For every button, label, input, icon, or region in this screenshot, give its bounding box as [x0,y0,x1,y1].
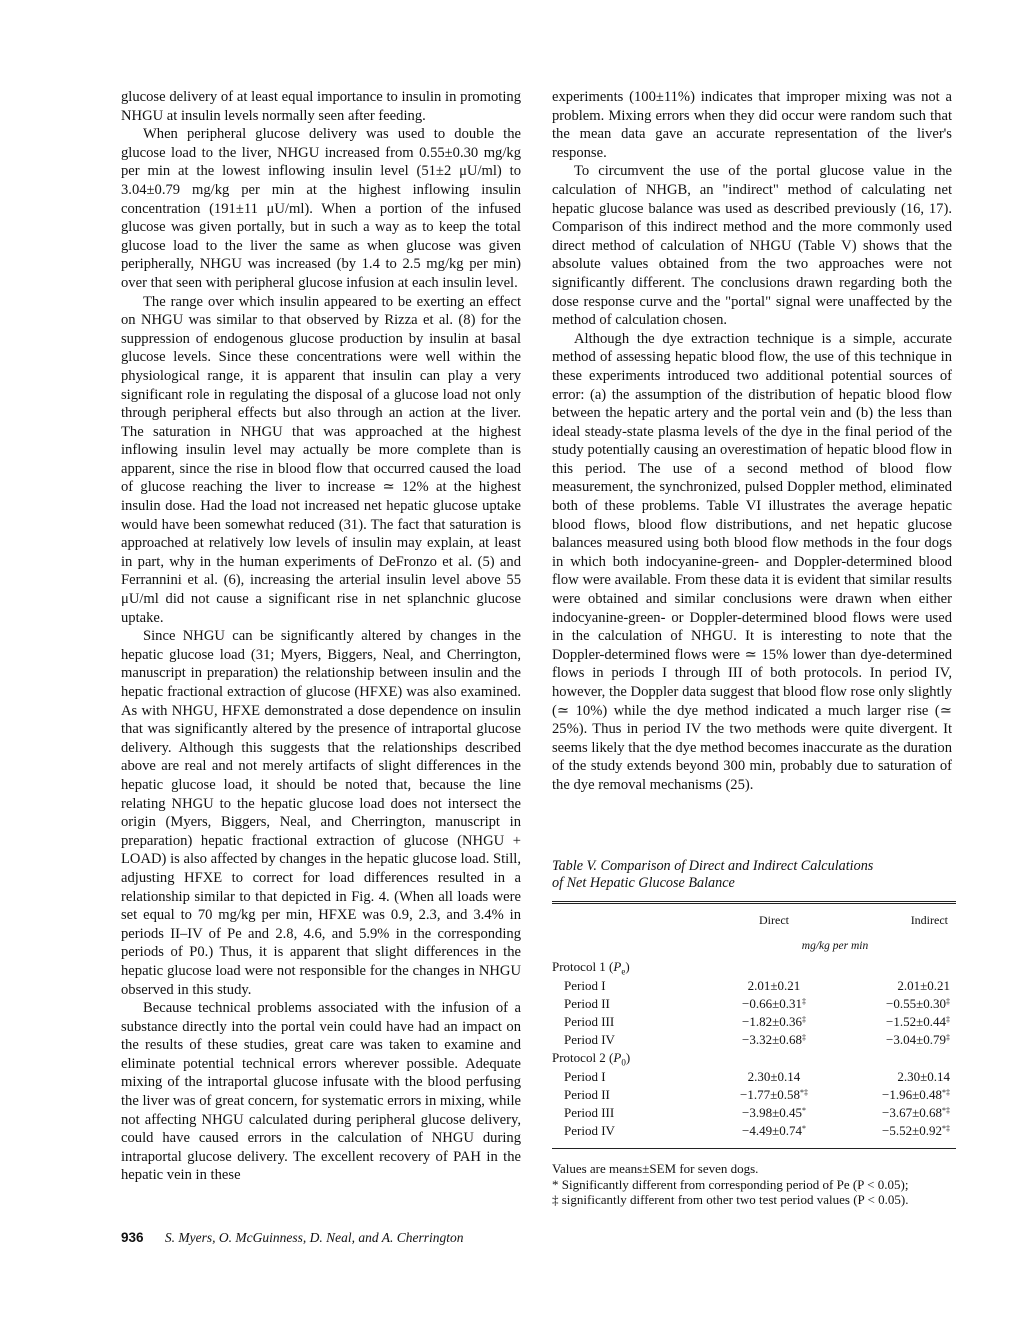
table-row [552,1104,956,1122]
paragraph: The range over which insulin appeared to be exerting an effect on NHGU was similar to that observed by Rizza et al. (8) for the suppression of endogenous glucose production by insulin at basal glucose levels. Since these concentrations were well within the physiological range, it is apparent that insulin can play a very significant role in regulating the disposal of a glucose load not only through peripheral effects but also through an action at the liver. The saturation in NHGU that was approached at the highest inflowing insulin level may actually be more complete than is apparent, since the rise in blood flow that occurred caused the load of glucose reaching the liver to increase ≃ 12% at the highest insulin dose. Had the load not increased net hepatic glucose uptake would have been somewhat reduced (31). The fact that saturation is approached at relatively low levels of insulin may explain, at least in part, why in the human experiments of DeFronzo et al. (5) and Ferrannini et al. (6), increasing the arterial insulin level above 55 μU/ml did not cause a significant rise in net splanchnic glucose uptake. [121,293,521,626]
period-label: Period III [564,1014,615,1030]
direct-value: −3.98±0.45* [742,1105,806,1121]
indirect-value: 2.01±0.21 [897,977,950,993]
period-label: Period I [564,1068,606,1084]
direct-value: −1.82±0.36‡ [742,1014,806,1030]
direct-value: −4.49±0.74* [742,1123,806,1139]
direct-value: 2.01±0.21 [747,977,801,993]
paragraph: Because technical problems associated with the infusion of a substance directly into the portal vein could have had an impact on the results of these studies, great care was taken to examine and eliminate potential technical errors wherever possible. Adequate mixing of the intraportal glucose infusate with the blood perfusing the liver was of great concern, for systematic errors in mixing, while not affecting NHGU calculated during peripheral glucose delivery, could have caused errors in the calculation of NHGU during intraportal glucose delivery. The excellent recovery of PAH in the hepatic vein in these [121,1000,521,1184]
indirect-value: −0.55±0.30‡ [886,995,950,1011]
indirect-value: 2.30±0.14 [897,1068,950,1084]
indirect-value: −5.52±0.92*‡ [882,1123,950,1139]
paragraph: glucose delivery of at least equal importance to insulin in promoting NHGU at insulin levels normally seen after feeding. [121,89,521,124]
paragraph: experiments (100±11%) indicates that improper mixing was not a problem. Mixing errors when they did occur were random such that the mean data gave an accurate representation of the liver's response. [552,89,952,161]
units-label: mg/kg per min [801,940,869,953]
table-row [552,1031,956,1049]
page-number: 936 [121,1230,144,1245]
footer-authors: S. Myers, O. McGuinness, D. Neal, and A. Cherrington [164,1230,464,1245]
period-label: Period IV [564,1123,615,1139]
units-blank [552,932,714,958]
footnote: Values are means±SEM for seven dogs. [552,1161,759,1177]
footnote: ‡ significantly different from other two test period values (P < 0.05). [552,1192,909,1208]
table-row [552,977,956,995]
protocol-label: Protocol 1 $(P_e)$ [552,959,630,977]
paragraph: To circumvent the use of the portal glucose value in the calculation of NHGB, an "indirect" method of calculating net hepatic glucose balance was used as described previously (16, 17). Comparison of this indirect method and the more commonly used direct method of calculation of NHGU (Table V) shows that the absolute values obtained from the two approaches were not significantly different. The conclusions drawn regarding both the dose response curve and the "portal" signal were unaffected by the method of calculation chosen. [552,163,952,329]
page-footer [121,1230,464,1246]
indirect-value: −1.52±0.44‡ [886,1014,950,1030]
table-caption-line: of Net Hepatic Glucose Balance [552,874,735,891]
indirect-value: −3.04±0.79‡ [886,1032,950,1048]
paragraph: When peripheral glucose delivery was used to double the glucose load to the liver, NHGU increased from 0.55±0.30 mg/kg per min at the lowest inflowing insulin level (51±2 μU/ml) to 3.04±0.79 mg/kg per min at the highest inflowing insulin concentration (191±11 μU/ml). When a portion of the infused glucose was given portally, but in such a way as to keep the total glucose load to the liver the same as when glucose was given peripherally, NHGU was increased (by 1.4 to 2.5 mg/kg per min) over that seen with peripheral glucose infusion at each insulin level. [121,126,521,291]
table-caption [552,858,956,891]
table-row [552,995,956,1013]
table-row [552,1086,956,1104]
header-blank [552,904,714,932]
period-label: Period II [564,1086,610,1102]
table-row [552,1013,956,1031]
period-label: Period III [564,1105,615,1121]
table-row [552,1122,956,1140]
direct-value: −0.66±0.31‡ [742,995,806,1011]
paragraph: Since NHGU can be significantly altered by changes in the hepatic glucose load (31; Myers, Biggers, Neal, and Cherrington, manuscript in preparation) the relationship between insulin and the hepatic fractional extraction of glucose (HFXE) was also examined. As with NHGU, HFXE demonstrated a dose dependence on insulin that was significantly altered by the presence of intraportal glucose delivery. Although this suggests that the relationships described above are real and not merely artifacts of slight differences in the hepatic glucose load, it should be noted that, because the line relating NHGU to the hepatic glucose load does not intersect the origin (Myers, Biggers, Neal, and Cherrington, manuscript in preparation) hepatic fractional extraction of glucose (NHGU + LOAD) is also affected by changes in the hepatic glucose load. Still, adjusting HFXE to correct for load differences resulted in a relationship similar to that depicted in Fig. 4. (When all loads were set equal to 70 mg/kg per min, HFXE was 0.9, 2.3, and 3.4% in periods II–IV of Pe and 2.8, 4.6, and 5.9% in the corresponding periods of P0.) Thus, it is apparent that slight differences in the hepatic glucose load were not responsible for the changes in NHGU observed in this study. [121,628,521,998]
table-caption-line: Table V. Comparison of Direct and Indirect Calculations [552,858,874,874]
protocol-row [552,958,956,976]
direct-value: 2.30±0.14 [747,1068,801,1084]
indirect-value: −3.67±0.68*‡ [882,1105,950,1121]
left-column [121,88,521,1185]
protocol-row [552,1049,956,1067]
direct-value: −3.32±0.68‡ [742,1032,806,1048]
direct-value: −1.77±0.58*‡ [740,1086,808,1102]
header-indirect: Indirect [910,913,948,927]
footnote: * Significantly different from corresponding period of Pe (P < 0.05); [552,1176,909,1192]
paragraph: Although the dye extraction technique is a simple, accurate method of assessing hepatic blood flow, the use of this technique in these experiments introduced two additional potential sources of error: (a) the assumption of the distribution of hepatic blood flow between the hepatic artery and the portal vein and (b) the less than ideal steady-state plasma levels of the dye in the final period of the study potentially causing an overestimation of hepatic blood flow in this period. The use of a second method of blood flow measurement, the synchronized, pulsed Doppler method, eliminated both of these problems. Table VI illustrates the average hepatic blood flows, blood flow distributions, and net hepatic glucose balances measured using both blood flow methods in the four dogs in which both indocyanine-green- and Doppler-determined blood flow were available. From these data it is evident that similar results were obtained and similar conclusions were drawn when either indocyanine-green- or Doppler-determined blood flows were used in the calculation of NHGU. It is interesting to note that the Doppler-determined flows were ≃ 15% lower than dye-determined flows in periods I through III of both protocols. In period IV, however, the Doppler data suggest that blood flow rose only slightly (≃ 10%) while the dye method indicated a much larger rise (≃ 25%). Thus in period IV the two methods were quite divergent. It seems likely that the dye method becomes inaccurate as the duration of the study extends beyond 300 min, probably due to saturation of the dye removal mechanisms (25). [552,330,952,793]
table-bottom-rule [552,1148,956,1149]
table-body [552,904,956,1140]
table-row [552,1068,956,1086]
indirect-value: −1.96±0.48*‡ [882,1086,950,1102]
table-v [552,858,956,1208]
period-label: Period IV [564,1032,615,1048]
table-footnotes [552,1161,956,1208]
period-label: Period II [564,995,610,1011]
period-label: Period I [564,977,606,993]
right-column [552,88,952,795]
header-direct: Direct [759,913,789,927]
protocol-label: Protocol 2 $(P_0)$ [552,1050,631,1069]
